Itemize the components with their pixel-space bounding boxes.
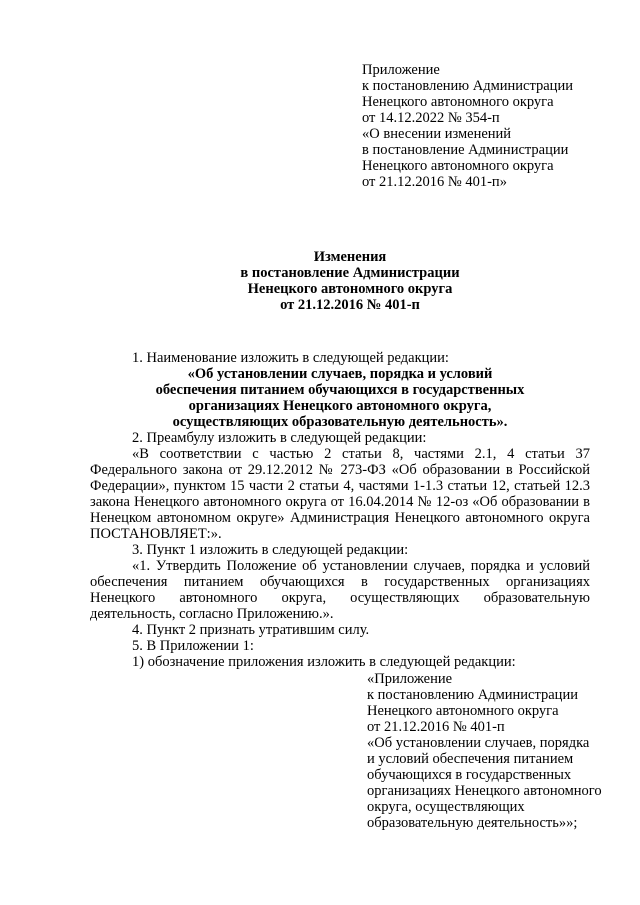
new-name-line: обеспечения питанием обучающихся в государственных [155,382,525,398]
sub-appendix-line: организациях Ненецкого автономного [367,783,602,799]
sub-appendix-line: от 21.12.2016 № 401-п [367,719,505,735]
appendix-line: от 14.12.2022 № 354-п [362,110,500,126]
item-5: 5. В Приложении 1: [132,638,254,654]
appendix-line: от 21.12.2016 № 401-п» [362,174,507,190]
appendix-header [362,62,632,190]
sub-appendix-line: «Приложение [367,671,453,687]
appendix-line: в постановление Администрации [362,142,569,158]
item-3-text: «1. Утвердить Положение об установлении случаев, порядка и условий обеспечения питанием обучающихся в государственных организациях Ненецкого автономного округа, осуществляющих образовательную деятельность, согласно Приложению.». [90,558,590,622]
sub-appendix-line: к постановлению Администрации [367,687,578,703]
appendix-line: Приложение [362,62,440,78]
sub-appendix-line: образовательную деятельность»»; [367,815,578,831]
document-body [90,350,602,831]
title-line: Изменения [313,249,387,265]
document-title [90,249,610,313]
item-1: 1. Наименование изложить в следующей редакции: [132,350,449,366]
preamble-text: «В соответствии с частью 2 статьи 8, частями 2.1, 4 статьи 37 Федерального закона от 29.12.2012 № 273-ФЗ «Об образовании в Российской Федерации», пунктом 15 части 2 статьи 4, частями 1-1.3 статьи 12, статьей 12.3 закона Ненецкого автономного округа от 16.04.2014 № 12-оз «Об образовании в Ненецком автономном округе» Администрация Ненецкого автономного округа ПОСТАНОВЛЯЕТ:». [90,446,590,542]
item-5-1: 1) обозначение приложения изложить в следующей редакции: [132,654,516,670]
sub-appendix-line: и условий обеспечения питанием [367,751,574,767]
sub-appendix-block [367,671,602,831]
sub-appendix-line: обучающихся в государственных [367,767,572,783]
item-4: 4. Пункт 2 признать утратившим силу. [132,622,370,638]
title-line: от 21.12.2016 № 401-п [280,297,420,313]
title-line: Ненецкого автономного округа [247,281,453,297]
appendix-line: Ненецкого автономного округа [362,94,554,110]
appendix-line: «О внесении изменений [362,126,512,142]
item-3: 3. Пункт 1 изложить в следующей редакции: [132,542,409,558]
new-name-block [90,366,590,430]
new-name-line: «Об установлении случаев, порядка и условий [187,366,493,382]
appendix-line: Ненецкого автономного округа [362,158,554,174]
new-name-line: организациях Ненецкого автономного округа, [188,398,492,414]
title-line: в постановление Администрации [240,265,460,281]
item-2: 2. Преамбулу изложить в следующей редакции: [132,430,427,446]
sub-appendix-line: Ненецкого автономного округа [367,703,559,719]
new-name-line: осуществляющих образовательную деятельность». [172,414,508,430]
sub-appendix-line: «Об установлении случаев, порядка [367,735,590,751]
appendix-line: к постановлению Администрации [362,78,573,94]
sub-appendix-line: округа, осуществляющих [367,799,525,815]
